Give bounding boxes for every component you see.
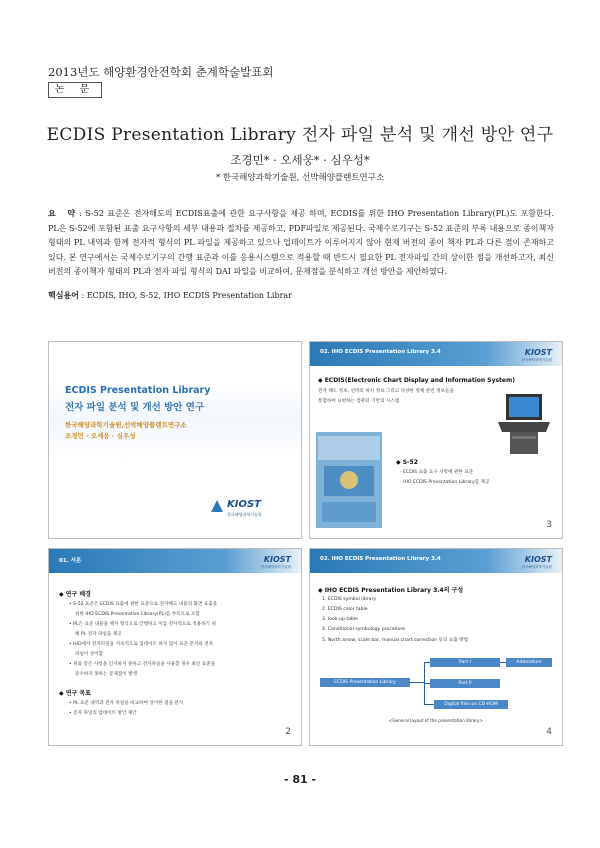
kiost-logo: KIOST: [524, 555, 552, 564]
slide-page-number: 2: [285, 727, 291, 737]
slide-background: [49, 342, 301, 538]
slide-authors: 조경민 · 오세웅 · 심우성: [65, 432, 136, 440]
conference-name: 2013년도 해양환경안전학회 춘계학술발표회: [48, 65, 274, 79]
s52-item-2: - IHO ECDIS Presentation Library를 제공: [400, 480, 490, 485]
page-number: - 81 -: [283, 773, 317, 786]
kiost-logo-sub: 한국해양과학기술원: [260, 565, 291, 569]
paper-title: ECDIS Presentation Library 전자 파일 분석 및 개선 방안 연구: [46, 125, 554, 145]
slide-header-text: 02. IHO ECDIS Presentation Library 3.4: [320, 349, 441, 355]
bullet-s52: ◆ S-52: [396, 459, 418, 466]
list-item: • PL은 표준 내용을 책자 형식으로 간행하고 이를 전자적으로 적용하기 위: [69, 622, 216, 627]
list-item: 2. ECDIS color table: [322, 607, 368, 612]
list-item: 4. Conditional symbology procedure: [322, 627, 406, 632]
bullet-goals: ◆ 연구 목표: [59, 690, 91, 697]
list-item: • PL 표준 내역과 전자 파일을 비교하여 상이한 점을 분석: [69, 701, 184, 706]
slide-introduction: [48, 548, 302, 746]
slide-page-number: 3: [546, 520, 552, 530]
abstract-label: 요 약: [48, 209, 80, 218]
slide-header-text: 01. 서론: [59, 558, 82, 564]
s52-item-1: - ECDIS 표출 요구 사항에 관한 표준: [400, 470, 474, 475]
paper-type-label: 논 문: [48, 82, 102, 98]
list-item: 위한 IHO ECDIS Presentation Library(PL)를 부록으로 포함: [75, 612, 200, 617]
s52-document-image: [316, 432, 382, 528]
slide-title: [48, 341, 302, 539]
abstract-text: : S-52 표준은 전자해도의 ECDIS표출에 관한 요구사항을 제공 하며, ECDIS를 위한 IHO Presentation Library(PL)도 포함한다. PL은 S-52에 포함된 표출 요구사항의 세부 내용과 절차를 제공하고, PDF파일로 제공된다. 국제수로기구는 S-52 표준의 부록 내용으로 종이책자 형태의 PL 내역과 함께 전자적 형식의 PL 파일을 제공하고 있으나 업데이트가 이루어지지 않아 현재 버전의 종이 책자 PL과 다른 점이 존재하고 있다. 본 연구에서는 국제수로기구의 간행 표준과 이를 응용시스템으로 적용할 때 반드시 필요한 PL 전자파일 간의 상이한 점을 개선하고자, 최신버전의 종이책자 형태의 PL과 전자 파일 형식의 DAI 파일을 비교하여, 문제점을 분석하고 개선 방안을 제안하였다.: [48, 209, 554, 276]
list-item: 5. North arrow, scale bar, manual chart correction 등의 표출 방법: [322, 638, 469, 643]
slide-header-text: 02. IHO ECDIS Presentation Library 3.4: [320, 556, 441, 562]
diagram-caption: <General layout of the presentation library>: [388, 718, 484, 723]
slide-ecdis: [309, 341, 563, 539]
box-presentation-library: ECDIS Presentation Library: [320, 678, 410, 687]
list-item: • 전자 파일의 업데이트 방안 제안: [69, 711, 137, 716]
slide-title-en: ECDIS Presentation Library: [65, 385, 211, 396]
box-part-2: Part II: [430, 679, 500, 688]
kiost-logo-sub: 한국해양과학기술원: [227, 512, 262, 517]
kiost-logo-sub: 한국해양과학기술원: [521, 565, 552, 569]
slide-page-number: 4: [546, 727, 552, 737]
list-item: 파일이 상이함: [75, 652, 104, 657]
bullet-ecdis: ◆ ECDIS(Electronic Chart Display and Information System): [318, 377, 515, 384]
keywords-text: : ECDIS, IHO, S-52, IHO ECDIS Presentation Librar: [78, 291, 292, 300]
kiost-logo: KIOST: [263, 555, 291, 564]
kiost-logo-sub: 한국해양과학기술원: [521, 358, 552, 362]
bullet-background: ◆ 연구 배경: [59, 591, 91, 598]
list-item: • IHO에서 전자파일을 지속적으로 업데이트 하지 않아 표준 문서와 전자: [69, 642, 214, 647]
authors: 조경민* · 오세웅* · 심우성*: [230, 153, 370, 167]
connector-line: [424, 704, 434, 705]
affiliation: * 한국해양과학기술원, 선박해양플랜트연구소: [215, 173, 385, 183]
kiost-logo: KIOST: [524, 348, 552, 357]
keywords-label: 핵심용어: [48, 291, 79, 300]
kiost-logo-icon: [209, 498, 225, 514]
list-item: 준수하지 못하는 문제점이 발생: [75, 672, 138, 677]
abstract: [48, 207, 554, 280]
ecdis-desc-1: 전자 해도 정보, 선박의 위치 정보 그리고 다양한 항해 관련 정보들을: [318, 389, 454, 394]
list-item: 해 PL 전자 파일을 제공: [75, 632, 122, 637]
list-item: 1. ECDIS symbol library: [322, 597, 377, 602]
slide-organization: 한국해양과학기술원,선박해양플랜트연구소: [65, 421, 187, 429]
slide-title-ko: 전자 파일 분석 및 개선 방안 연구: [65, 402, 205, 413]
ecdis-console-image: [492, 392, 554, 456]
list-item: • 위와 같은 사항을 인지하지 못하고 전자파일을 사용할 경우 최신 표준을: [69, 662, 216, 667]
bullet-structure: ◆ IHO ECDIS Presentation Library 3.4의 구성: [318, 587, 464, 594]
slide-library-structure: [309, 548, 563, 746]
list-item: 3. look-up table: [322, 617, 358, 622]
list-item: • S-52 표준은 ECDIS 표출에 관한 표준으로 전자해도 내용의 화면 표출을: [69, 602, 218, 607]
kiost-logo: KIOST: [227, 499, 261, 510]
box-digital-files: Digital files on CD-ROM: [434, 700, 508, 709]
box-part-1: Part I: [430, 658, 500, 667]
ecdis-desc-2: 통합하여 표현하는 컴퓨터 기반의 시스템: [318, 399, 400, 404]
connector-line: [410, 682, 424, 683]
keywords: [48, 290, 292, 301]
box-addendum: Addendum: [506, 658, 552, 667]
